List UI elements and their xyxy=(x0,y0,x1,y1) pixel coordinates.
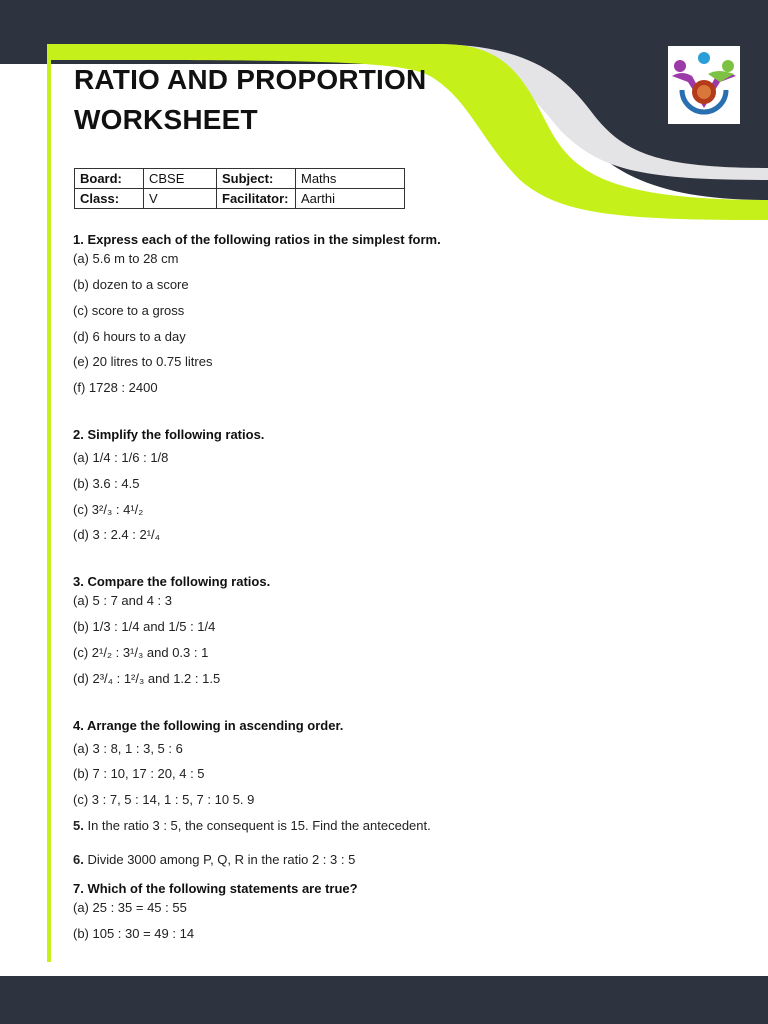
q1-item-d: (d) 6 hours to a day xyxy=(73,328,186,344)
q3-item-a: (a) 5 : 7 and 4 : 3 xyxy=(73,593,173,609)
q2-item-d: (d) 3 : 2.4 : 2¹/₄ xyxy=(73,527,160,543)
question-3: 3. Compare the following ratios. xyxy=(73,574,271,590)
info-row-1 xyxy=(75,169,405,189)
facilitator-value: Aarthi xyxy=(296,189,405,209)
q4-item-a: (a) 3 : 8, 1 : 3, 5 : 6 xyxy=(73,740,183,756)
q1-item-c: (c) score to a gross xyxy=(73,302,185,318)
q7-item-a: (a) 25 : 35 = 45 : 55 xyxy=(73,899,187,915)
page-title xyxy=(74,60,426,140)
info-row-2 xyxy=(75,189,405,209)
facilitator-label: Facilitator: xyxy=(217,189,296,209)
q3-item-b: (b) 1/3 : 1/4 and 1/5 : 1/4 xyxy=(73,619,216,635)
q7-item-b: (b) 105 : 30 = 49 : 14 xyxy=(73,925,195,941)
q1-item-f: (f) 1728 : 2400 xyxy=(73,380,158,396)
q4-item-b: (b) 7 : 10, 17 : 20, 4 : 5 xyxy=(73,766,205,782)
class-value: V xyxy=(144,189,217,209)
q1-item-b: (b) dozen to a score xyxy=(73,277,189,292)
subject-value: Maths xyxy=(296,169,405,189)
question-6 xyxy=(73,847,713,873)
q1-item-a: (a) 5.6 m to 28 cm xyxy=(73,251,179,266)
q2-item-c: (c) 3²/₃ : 4¹/₂ xyxy=(73,501,144,517)
q3-item-d: (d) 2³/₄ : 1²/₃ and 1.2 : 1.5 xyxy=(73,670,221,686)
question-5 xyxy=(73,813,713,839)
worksheet-info-table xyxy=(74,168,405,209)
logo-emblem-icon xyxy=(668,46,740,124)
question-2: 2. Simplify the following ratios. xyxy=(73,426,265,442)
board-label: Board: xyxy=(75,169,144,189)
q4-item-c: (c) 3 : 7, 5 : 14, 1 : 5, 7 : 10 5. 9 xyxy=(73,792,255,808)
q6-number: 6. xyxy=(73,851,84,867)
question-1: 1. Express each of the following ratios in the simplest form. xyxy=(73,232,441,247)
class-label: Class: xyxy=(75,189,144,209)
q2-item-a: (a) 1/4 : 1/6 : 1/8 xyxy=(73,449,169,465)
org-logo xyxy=(668,46,740,124)
q1-item-e: (e) 20 litres to 0.75 litres xyxy=(73,354,213,370)
q2-item-b: (b) 3.6 : 4.5 xyxy=(73,475,140,491)
question-4: 4. Arrange the following in ascending order. xyxy=(73,717,344,733)
left-lime-rule xyxy=(47,44,51,962)
q6-text: Divide 3000 among P, Q, R in the ratio 2 : 3 : 5 xyxy=(83,851,356,867)
q3-item-c: (c) 2¹/₂ : 3¹/₃ and 0.3 : 1 xyxy=(73,644,209,660)
title-line-2: WORKSHEET xyxy=(74,104,258,135)
bottom-dark-band xyxy=(0,976,768,1024)
subject-label: Subject: xyxy=(217,169,296,189)
q5-number: 5. xyxy=(73,817,84,833)
q5-text: In the ratio 3 : 5, the consequent is 15. Find the antecedent. xyxy=(83,817,431,833)
board-value: CBSE xyxy=(144,169,217,189)
question-7: 7. Which of the following statements are true? xyxy=(73,880,358,896)
questions-section xyxy=(73,230,713,946)
title-line-1: RATIO AND PROPORTION xyxy=(74,64,427,95)
